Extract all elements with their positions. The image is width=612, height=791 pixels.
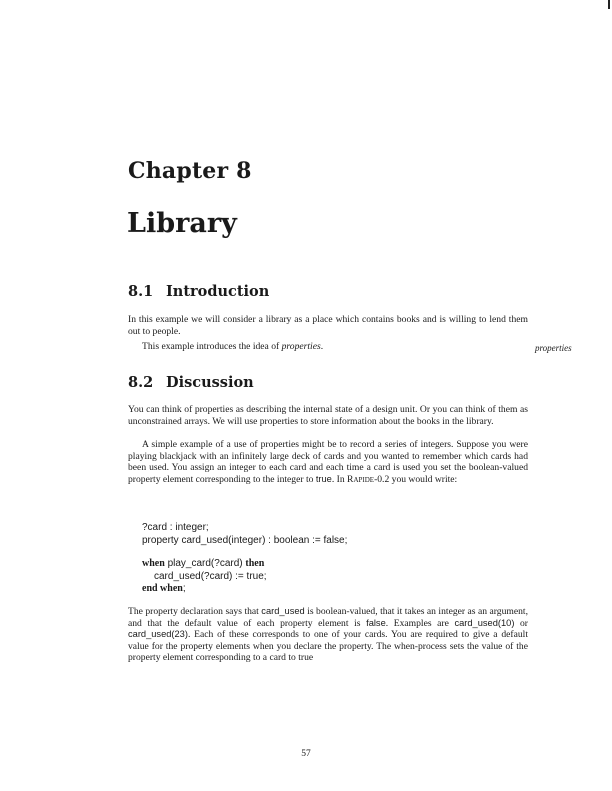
discussion-text: -0.2 you would write:: [374, 473, 458, 485]
code-text: ;: [182, 583, 186, 594]
term-properties: properties: [281, 341, 321, 352]
chapter-title: Library: [127, 208, 237, 239]
intro-text: This example introduces the idea of: [142, 341, 282, 352]
margin-note: properties: [535, 343, 572, 353]
discussion-text: The property declaration says that: [128, 606, 262, 617]
intro-paragraph-1: In this example we will consider a library as a place which contains books and is willing to lend them out to people.: [128, 314, 528, 337]
discussion-text: A simple example of a use of properties might be to record a series of integers. Suppose you were playing blackjack with an infinitely large deck of cards and you wanted to remember which cards had been used. You assign an integer to each card and each time a card is used you set the boolean-valued property element corresponding to the integer to: [128, 439, 528, 485]
code-keyword: when: [142, 558, 165, 569]
example-card-used-23: card_used(23): [128, 629, 188, 640]
section-title: Introduction: [166, 283, 270, 300]
section-number: 8.2: [128, 374, 154, 391]
term-card-used: card_used: [261, 606, 305, 616]
page-number: 57: [301, 749, 311, 759]
code-line-2: property card_used(integer) : boolean := false;: [142, 534, 348, 546]
discussion-text: . Examples are: [385, 617, 455, 629]
code-text: play_card(?card): [164, 558, 246, 569]
section-number: 8.1: [128, 283, 154, 300]
intro-text-end: .: [320, 341, 324, 352]
code-keyword: end when: [142, 583, 183, 594]
code-line-5: [142, 583, 347, 596]
code-line-1: ?card : integer;: [142, 522, 209, 533]
discussion-paragraph-2: [128, 439, 528, 485]
code-keyword: then: [245, 558, 265, 569]
language-name: Rapide: [347, 473, 375, 485]
code-block: [142, 522, 347, 596]
discussion-paragraph-3: [128, 606, 528, 664]
discussion-text: or: [514, 617, 529, 629]
discussion-text: is boolean-valued, that it takes an integer as an argument, and that the default value of each property element is: [128, 606, 528, 629]
code-line-3: [142, 558, 347, 571]
code-text: card_used(?card) := true;: [154, 570, 267, 582]
edge-mark: [608, 0, 610, 9]
discussion-text: . In: [331, 473, 348, 485]
keyword-true: true: [315, 473, 332, 484]
code-blank-line: [142, 547, 347, 558]
code-line-4: [142, 571, 347, 584]
discussion-paragraph-1: You can think of properties as describing the internal state of a design unit. Or you can think of them as unconstrained arrays. We will use properties to store information about the books in the library.: [128, 404, 528, 427]
keyword-false: false: [366, 617, 386, 628]
discussion-text: . Each of these corresponds to one of your cards. You are required to give a default value for the property elements when you declare the property. The when-process sets the value of the property element corresponding to a card to true: [128, 629, 528, 664]
example-card-used-10: card_used(10): [454, 617, 515, 628]
chapter-label: Chapter 8: [128, 158, 252, 184]
intro-paragraph-2: [128, 341, 528, 353]
section-title: Discussion: [166, 374, 254, 391]
section-heading-introduction: [128, 283, 269, 300]
section-heading-discussion: [128, 374, 254, 391]
